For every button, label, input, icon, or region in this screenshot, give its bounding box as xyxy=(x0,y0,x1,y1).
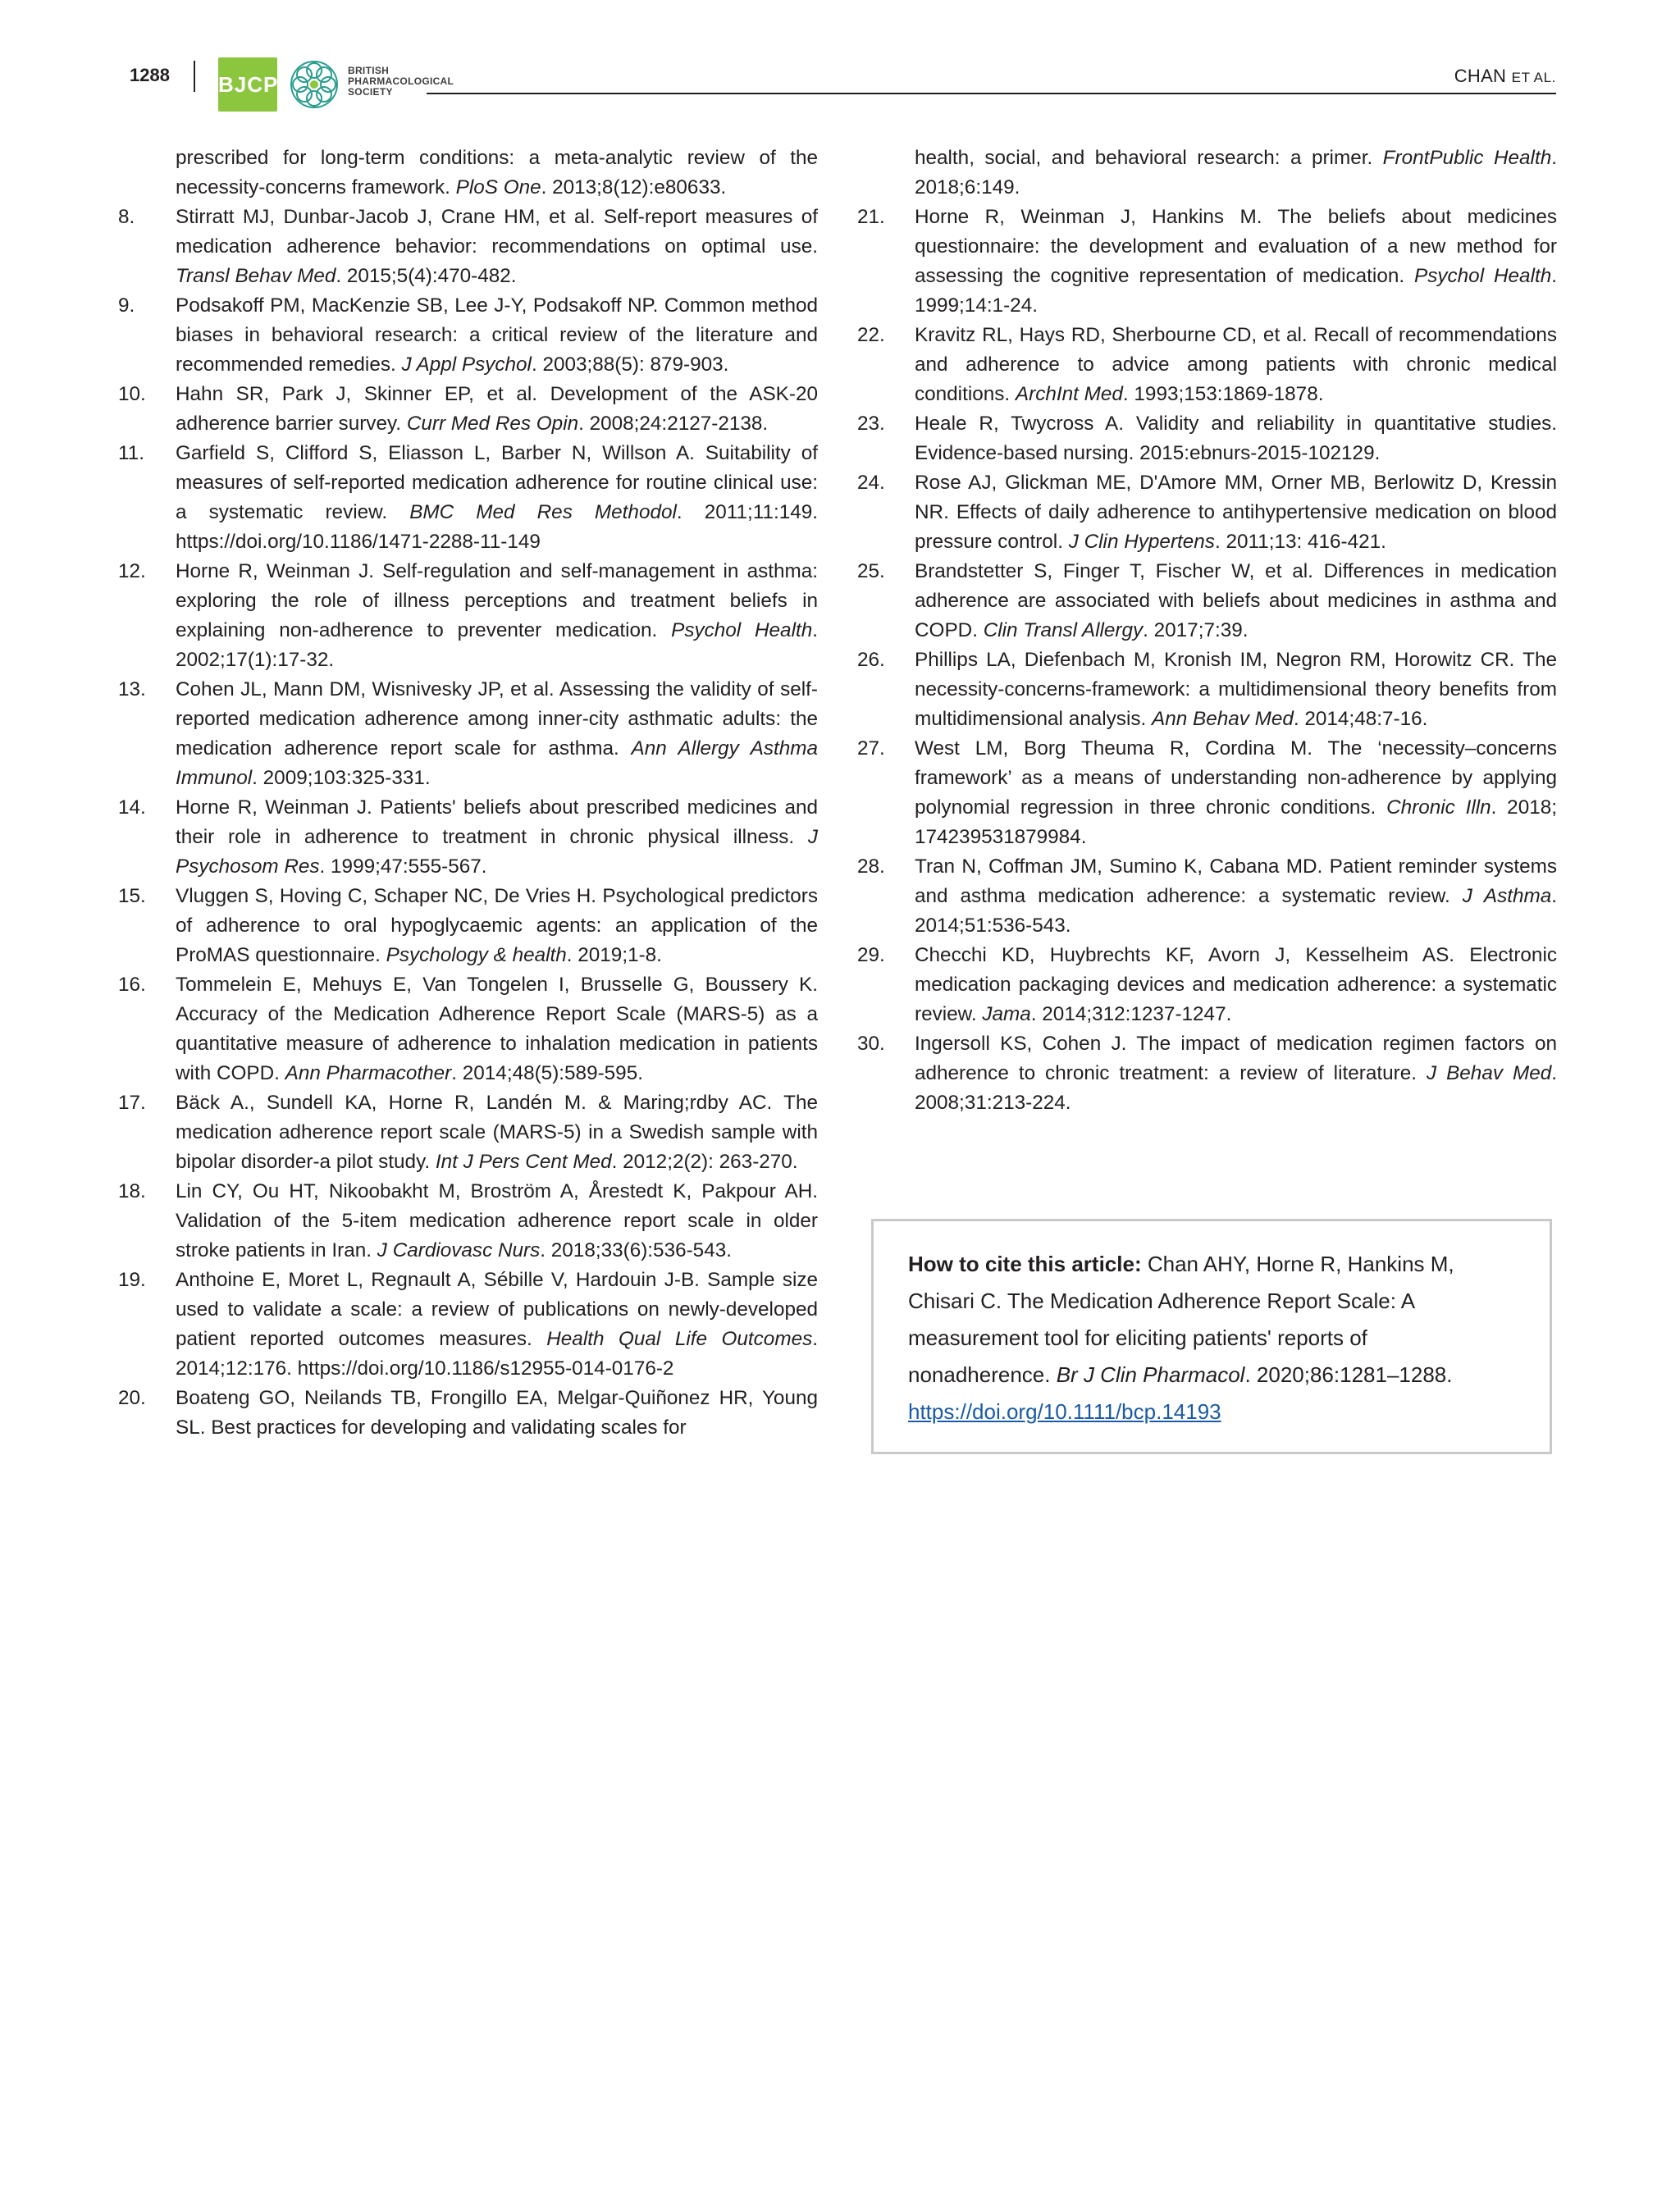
reference-details: . 2014;48:7-16. xyxy=(1293,708,1428,730)
citation-journal: Br J Clin Pharmacol xyxy=(1056,1362,1245,1387)
reference-number: 24. xyxy=(857,472,885,494)
reference-details: . 1999;47:555-567. xyxy=(319,855,487,878)
header-rule xyxy=(427,93,1556,94)
reference-journal: Psychol Health xyxy=(671,619,813,641)
journal-logo-text: BJCP xyxy=(218,72,279,97)
reference-journal: PloS One xyxy=(455,176,541,198)
society-line-3: SOCIETY xyxy=(348,86,393,98)
reference-journal: J Behav Med xyxy=(1426,1062,1552,1084)
reference-item xyxy=(118,380,818,439)
reference-details: . 2014;51:536-543. xyxy=(915,885,1557,937)
reference-number: 12. xyxy=(118,560,146,582)
society-emblem-icon xyxy=(289,59,340,110)
reference-item xyxy=(118,1266,818,1384)
reference-text: Anthoine E, Moret L, Regnault A, Sébille V, Hardouin J-B. Sample size used to validate a scale: a review of publications on newly-developed patient reported outcomes measures. xyxy=(176,1269,818,1350)
running-head xyxy=(1454,66,1556,89)
reference-details: . 2013;8(12):e80633. xyxy=(541,176,727,198)
references-left-column xyxy=(118,144,818,1443)
reference-journal: Psychol Health xyxy=(1414,265,1552,287)
reference-number: 18. xyxy=(118,1180,146,1202)
citation-body: Chan AHY, Horne R, Hankins M, Chisari C. The Medication Adherence Report Scale: A measurement tool for eliciting patients' reports of nonadherence. xyxy=(908,1252,1454,1387)
reference-text: Garfield S, Clifford S, Eliasson L, Barber N, Willson A. Suitability of measures of self-reported medication adherence for routine clinical use: a systematic review. xyxy=(176,442,818,523)
running-head-author: CHAN xyxy=(1454,66,1507,86)
citation-text xyxy=(908,1246,1499,1430)
reference-journal: Clin Transl Allergy xyxy=(983,619,1144,641)
reference-text: Tommelein E, Mehuys E, Van Tongelen I, Brusselle G, Boussery K. Accuracy of the Medication Adherence Report Scale (MARS-5) as a quantitative measure of adherence to inhalation medication in patients with COPD. xyxy=(176,974,818,1084)
citation-doi-link[interactable]: https://doi.org/10.1111/bcp.14193 xyxy=(908,1399,1221,1424)
reference-number: 20. xyxy=(118,1387,146,1409)
reference-item xyxy=(915,144,1557,203)
reference-item xyxy=(118,439,818,557)
reference-item xyxy=(118,203,818,291)
page-number: 1288 xyxy=(130,65,170,85)
reference-number: 27. xyxy=(857,737,885,760)
references-right-column xyxy=(857,144,1557,1118)
reference-item xyxy=(857,321,1557,409)
reference-journal: J Clin Hypertens xyxy=(1068,531,1215,553)
reference-text: Heale R, Twycross A. Validity and reliability in quantitative studies. Evidence-based nursing. 2015:ebnurs-2015-102129. xyxy=(915,413,1557,464)
reference-item xyxy=(857,734,1557,852)
reference-text: Checchi KD, Huybrechts KF, Avorn J, Kesselheim AS. Electronic medication packaging devices and medication adherence: a systematic review. xyxy=(915,944,1557,1025)
reference-text: West LM, Borg Theuma R, Cordina M. The ‘necessity–concerns framework’ as a means of understanding non-adherence by applying polynomial regression in three chronic conditions. xyxy=(915,737,1557,819)
reference-number: 22. xyxy=(857,324,885,346)
reference-journal: J Appl Psychol xyxy=(401,354,532,376)
reference-journal: Chronic Illn xyxy=(1386,796,1491,819)
reference-number: 13. xyxy=(118,678,146,700)
header-divider xyxy=(194,61,195,92)
reference-number: 8. xyxy=(118,206,135,228)
reference-details: . 2018;6:149. xyxy=(915,147,1557,198)
reference-details: . 2009;103:325-331. xyxy=(252,767,431,789)
reference-number: 26. xyxy=(857,649,885,671)
reference-text: Stirratt MJ, Dunbar-Jacob J, Crane HM, et al. Self-report measures of medication adherence behavior: recommendations on optimal use. xyxy=(176,206,818,258)
reference-details: . 2017;7:39. xyxy=(1143,619,1249,641)
society-line-2: PHARMACOLOGICAL xyxy=(348,75,454,87)
reference-item xyxy=(118,882,818,970)
society-line-1: BRITISH xyxy=(348,65,390,76)
reference-details[interactable]: . 2014;12:176. https://doi.org/10.1186/s12955-014-0176-2 xyxy=(176,1328,818,1380)
citation-box xyxy=(871,1219,1552,1454)
reference-details: . 2014;312:1237-1247. xyxy=(1030,1003,1232,1025)
reference-details: . 2002;17(1):17-32. xyxy=(176,619,818,671)
reference-text: Lin CY, Ou HT, Nikoobakht M, Broström A, Årestedt K, Pakpour AH. Validation of the 5-item medication adherence report scale in older stroke patients in Iran. xyxy=(176,1180,818,1261)
reference-number: 9. xyxy=(118,294,135,317)
reference-text: prescribed for long-term conditions: a meta-analytic review of the necessity-concerns framework. xyxy=(176,147,818,198)
reference-details: . 2008;24:2127-2138. xyxy=(578,413,769,435)
reference-details: . 2011;13: 416-421. xyxy=(1214,531,1386,553)
reference-item xyxy=(118,970,818,1088)
reference-text: Hahn SR, Park J, Skinner EP, et al. Development of the ASK-20 adherence barrier survey. xyxy=(176,383,818,435)
reference-text: Cohen JL, Mann DM, Wisnivesky JP, et al. Assessing the validity of self-reported medication adherence among inner-city asthmatic adults: the medication adherence report scale for asthma. xyxy=(176,678,818,760)
reference-details: . 2012;2(2): 263-270. xyxy=(611,1151,798,1173)
reference-number: 28. xyxy=(857,855,885,878)
reference-journal: Curr Med Res Opin xyxy=(406,413,579,435)
reference-number: 19. xyxy=(118,1269,146,1291)
reference-details[interactable]: . 2011;11:149. https://doi.org/10.1186/1471-2288-11-149 xyxy=(176,501,818,553)
reference-item xyxy=(118,675,818,793)
reference-number: 15. xyxy=(118,885,146,907)
reference-journal: Ann Behav Med xyxy=(1152,708,1294,730)
reference-text: Rose AJ, Glickman ME, D'Amore MM, Orner MB, Berlowitz D, Kressin NR. Effects of daily adherence to antihypertensive medication on blood pressure control. xyxy=(915,472,1557,553)
reference-journal: Jama xyxy=(982,1003,1031,1025)
reference-number: 21. xyxy=(857,206,885,228)
reference-details: . 2003;88(5): 879-903. xyxy=(531,354,729,376)
reference-text: Vluggen S, Hoving C, Schaper NC, De Vries H. Psychological predictors of adherence to oral hypoglycaemic agents: an application of the ProMAS questionnaire. xyxy=(176,885,818,966)
reference-item xyxy=(118,793,818,882)
reference-number: 25. xyxy=(857,560,885,582)
reference-number: 29. xyxy=(857,944,885,966)
reference-text: Phillips LA, Diefenbach M, Kronish IM, Negron RM, Horowitz CR. The necessity-concerns-framework: a multidimensional theory benefits from multidimensional analysis. xyxy=(915,649,1557,730)
reference-text: Podsakoff PM, MacKenzie SB, Lee J-Y, Podsakoff NP. Common method biases in behavioral research: a critical review of the literature and recommended remedies. xyxy=(176,294,818,376)
reference-journal: BMC Med Res Methodol xyxy=(409,501,677,523)
reference-number: 10. xyxy=(118,383,146,405)
reference-item xyxy=(857,941,1557,1029)
reference-text: Horne R, Weinman J. Patients' beliefs about prescribed medicines and their role in adherence to treatment in chronic physical illness. xyxy=(176,796,818,848)
reference-details: . 1999;14:1-24. xyxy=(915,265,1557,317)
reference-text: Brandstetter S, Finger T, Fischer W, et al. Differences in medication adherence are associated with beliefs about medicines in asthma and COPD. xyxy=(915,560,1557,641)
reference-details: . 2018;33(6):536-543. xyxy=(540,1239,732,1261)
reference-item xyxy=(857,646,1557,734)
reference-item xyxy=(118,1384,818,1443)
reference-item xyxy=(118,291,818,380)
reference-details: . 2014;48(5):589-595. xyxy=(451,1062,643,1084)
reference-journal: Ann Pharmacother xyxy=(285,1062,452,1084)
reference-item xyxy=(857,852,1557,941)
reference-number: 30. xyxy=(857,1033,885,1055)
journal-logo xyxy=(218,57,277,112)
reference-item xyxy=(176,144,818,203)
reference-text: Horne R, Weinman J. Self-regulation and self-management in asthma: exploring the role of illness perceptions and treatment beliefs in explaining non-adherence to preventer medication. xyxy=(176,560,818,641)
reference-text: health, social, and behavioral research: a primer. xyxy=(915,147,1383,169)
reference-text: Bäck A., Sundell KA, Horne R, Landén M. & Maring;rdby AC. The medication adherence report scale (MARS-5) in a Swedish sample with bipolar disorder-a pilot study. xyxy=(176,1092,818,1173)
reference-journal: Int J Pers Cent Med xyxy=(435,1151,612,1173)
citation-details: . 2020;86:1281–1288. xyxy=(1244,1362,1453,1387)
reference-item xyxy=(857,409,1557,468)
reference-number: 17. xyxy=(118,1092,146,1114)
running-head-suffix: ET AL. xyxy=(1511,70,1556,85)
reference-journal: ArchInt Med xyxy=(1015,383,1123,405)
reference-item xyxy=(857,1029,1557,1118)
reference-item xyxy=(857,557,1557,646)
reference-item xyxy=(118,557,818,675)
reference-details: . 1993;153:1869-1878. xyxy=(1122,383,1324,405)
reference-details: . 2018; 174239531879984. xyxy=(915,796,1557,848)
reference-text: Horne R, Weinman J, Hankins M. The beliefs about medicines questionnaire: the development and evaluation of a new method for assessing the cognitive representation of medication. xyxy=(915,206,1557,287)
reference-journal: J Asthma xyxy=(1462,885,1552,907)
reference-text: Ingersoll KS, Cohen J. The impact of medication regimen factors on adherence to chronic treatment: a review of literature. xyxy=(915,1033,1557,1084)
reference-number: 14. xyxy=(118,796,146,819)
reference-journal: J Cardiovasc Nurs xyxy=(377,1239,541,1261)
reference-number: 16. xyxy=(118,974,146,996)
reference-journal: Ann Allergy Asthma Immunol xyxy=(176,737,818,789)
reference-item xyxy=(118,1177,818,1266)
reference-journal: Psychology & health xyxy=(386,944,567,966)
reference-journal: Transl Behav Med xyxy=(176,265,336,287)
reference-journal: FrontPublic Health xyxy=(1382,147,1552,169)
reference-journal: Health Qual Life Outcomes xyxy=(546,1328,813,1350)
reference-details: . 2019;1-8. xyxy=(566,944,662,966)
citation-label: How to cite this article: xyxy=(908,1252,1142,1276)
reference-item xyxy=(118,1088,818,1177)
reference-text: Kravitz RL, Hays RD, Sherbourne CD, et al. Recall of recommendations and adherence to advice among patients with chronic medical conditions. xyxy=(915,324,1557,405)
reference-journal: J Psychosom Res xyxy=(176,826,818,878)
reference-number: 11. xyxy=(118,442,144,464)
reference-details: . 2008;31:213-224. xyxy=(915,1062,1557,1114)
reference-text: Tran N, Coffman JM, Sumino K, Cabana MD. Patient reminder systems and asthma medication adherence: a systematic review. xyxy=(915,855,1557,907)
reference-details: . 2015;5(4):470-482. xyxy=(336,265,517,287)
reference-number: 23. xyxy=(857,413,885,435)
reference-item xyxy=(857,468,1557,557)
reference-text: Boateng GO, Neilands TB, Frongillo EA, Melgar-Quiñonez HR, Young SL. Best practices for developing and validating scales for xyxy=(176,1387,818,1439)
reference-item xyxy=(857,203,1557,321)
